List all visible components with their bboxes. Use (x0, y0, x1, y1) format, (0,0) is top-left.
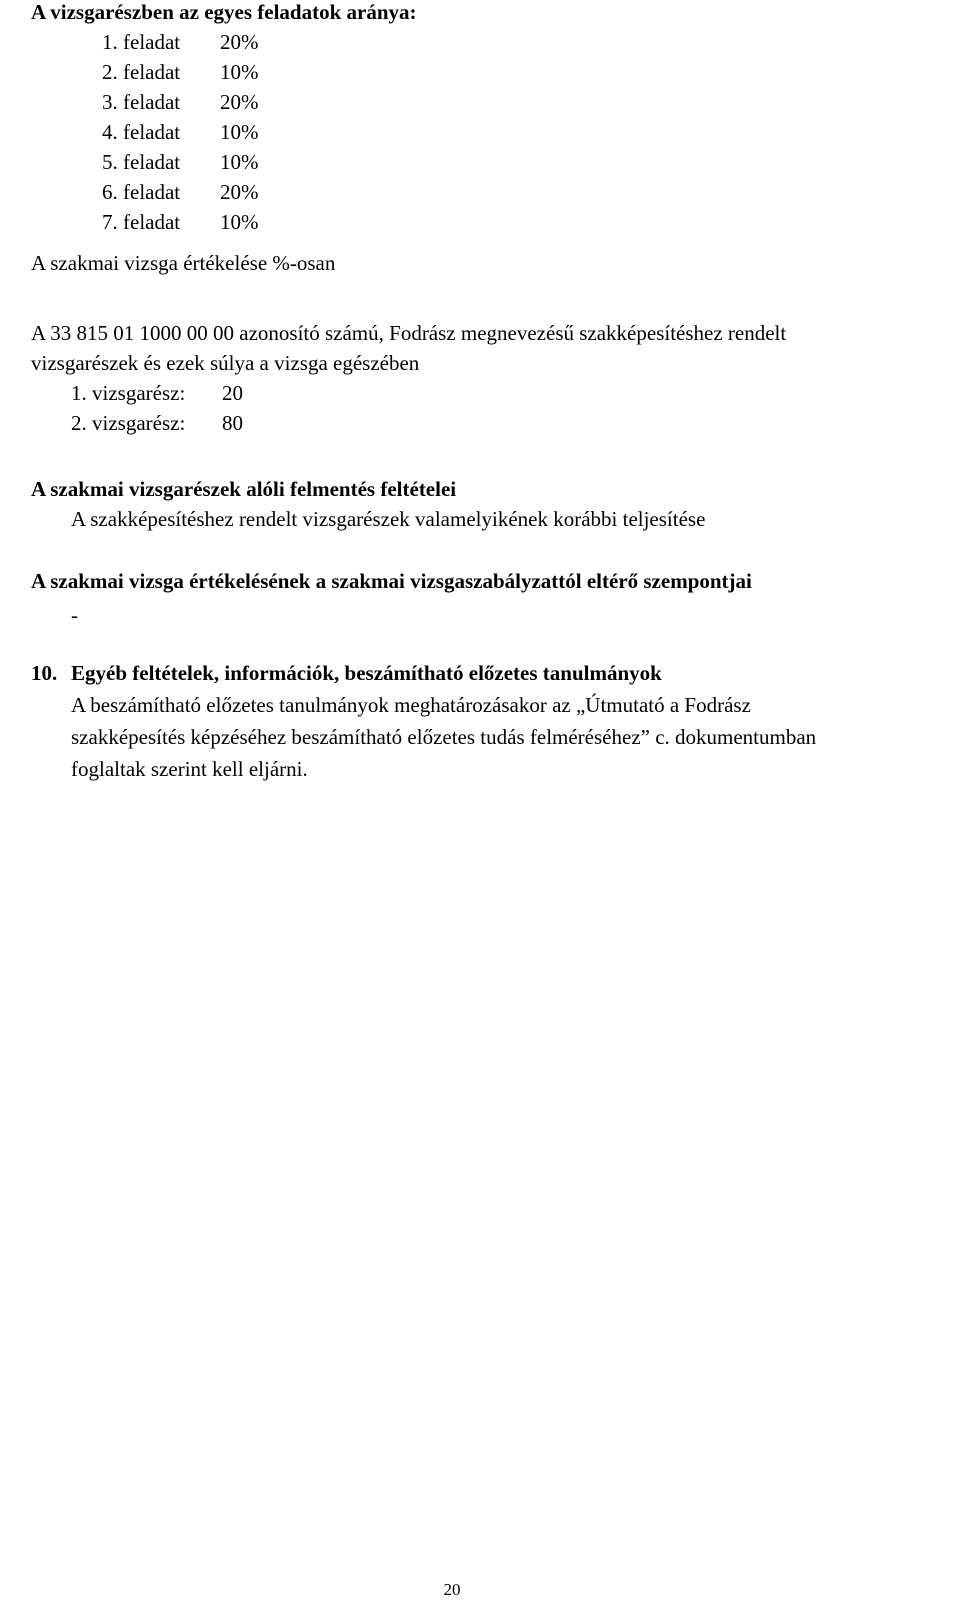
task-percent: 20% (220, 30, 259, 54)
task-row (102, 57, 302, 87)
deviation-heading: A szakmai vizsga értékelésének a szakmai vizsgaszabályzattól eltérő szempontjai (31, 569, 752, 593)
task-percent: 20% (220, 180, 259, 204)
task-row (102, 207, 302, 237)
exam-part-label: 1. vizsgarész: (71, 381, 186, 405)
section-10-line-1: A beszámítható előzetes tanulmányok meghatározásakor az „Útmutató a Fodrász (71, 693, 751, 717)
task-label: 1. feladat (102, 30, 181, 54)
task-label: 3. feladat (102, 90, 181, 114)
task-percent: 10% (220, 60, 259, 84)
task-label: 5. feladat (102, 150, 181, 174)
task-row (102, 177, 302, 207)
section-10-number: 10. (31, 661, 58, 685)
task-percent: 10% (220, 150, 259, 174)
evaluation-line: A szakmai vizsga értékelése %-osan (31, 251, 336, 275)
task-weights-heading: A vizsgarészben az egyes feladatok aránya: (31, 0, 417, 24)
task-label: 6. feladat (102, 180, 181, 204)
section-10-line-3: foglaltak szerint kell eljárni. (71, 757, 308, 781)
exam-part-label: 2. vizsgarész: (71, 411, 186, 435)
exam-part-value: 20 (222, 381, 243, 405)
section-10-title: Egyéb feltételek, információk, beszámítható előzetes tanulmányok (71, 661, 662, 685)
page-number: 20 (443, 1580, 461, 1599)
exemption-text: A szakképesítéshez rendelt vizsgarészek valamelyikének korábbi teljesítése (71, 507, 706, 531)
task-row (102, 87, 302, 117)
task-row (102, 27, 302, 57)
exam-part-value: 80 (222, 411, 243, 435)
task-percent: 10% (220, 120, 259, 144)
task-row (102, 117, 302, 147)
exam-part-row (71, 378, 331, 408)
task-percent: 20% (220, 90, 259, 114)
task-row (102, 147, 302, 177)
task-label: 7. feladat (102, 210, 181, 234)
exam-part-row (71, 408, 331, 438)
task-label: 4. feladat (102, 120, 181, 144)
task-percent: 10% (220, 210, 259, 234)
section-10-line-2: szakképesítés képzéséhez beszámítható előzetes tudás felméréséhez” c. dokumentumban (71, 725, 817, 749)
exemption-heading: A szakmai vizsgarészek alóli felmentés feltételei (31, 477, 457, 501)
deviation-text: - (71, 603, 78, 627)
weights-paragraph-line-2: vizsgarészek és ezek súlya a vizsga egészében (31, 351, 420, 375)
task-label: 2. feladat (102, 60, 181, 84)
weights-paragraph-line-1: A 33 815 01 1000 00 00 azonosító számú, Fodrász megnevezésű szakképesítéshez rendelt (31, 321, 787, 345)
